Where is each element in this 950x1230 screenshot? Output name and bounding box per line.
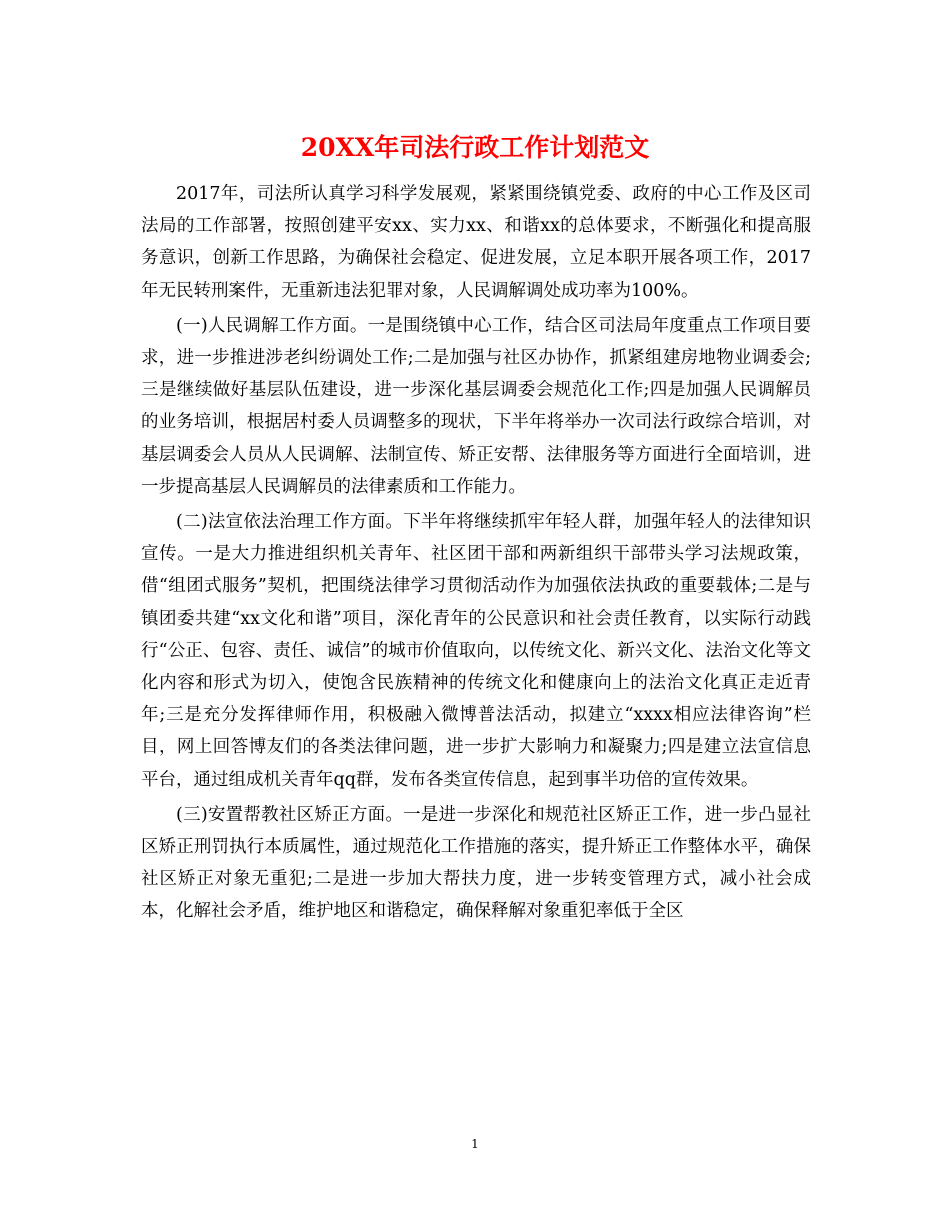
paragraph-mediation: (一)人民调解工作方面。一是围绕镇中心工作，结合区司法局年度重点工作项目要求，进一步推进涉老纠纷调处工作;二是加强与社区办协作，抓紧组建房地物业调委会;三是继续做好基层队伍建设，进一步深化基层调委会规范化工作;四是加强人民调解员的业务培训，根据居村委人员调整多的现状，下半年将举办一次司法行政综合培训，对基层调委会人员从人民调解、法制宣传、矫正安帮、法律服务等方面进行全面培训，进一步提高基层人民调解员的法律素质和工作能力。: [141, 315, 811, 497]
paragraph-intro: 2017年，司法所认真学习科学发展观，紧紧围绕镇党委、政府的中心工作及区司法局的工作部署，按照创建平安xx、实力xx、和谐xx的总体要求，不断强化和提高服务意识，创新工作思路，为确保社会稳定、促进发展，立足本职开展各项工作，2017年无民转刑案件，无重新违法犯罪对象，人民调解调处成功率为100%。: [141, 184, 811, 301]
paragraph-community-correction: (三)安置帮教社区矫正方面。一是进一步深化和规范社区矫正工作，进一步凸显社区矫正刑罚执行本质属性，通过规范化工作措施的落实，提升矫正工作整体水平，确保社区矫正对象无重犯;二是进一步加大帮扶力度，进一步转变管理方式，减小社会成本，化解社会矛盾，维护地区和谐稳定，确保释解对象重犯率低于全区: [141, 804, 811, 922]
page-number: 1: [471, 1137, 479, 1151]
document-body: [141, 178, 811, 931]
paragraph-legal-publicity: (二)法宣依法治理工作方面。下半年将继续抓牢年轻人群，加强年轻人的法律知识宣传。一是大力推进组织机关青年、社区团干部和两新组织干部带头学习法规政策，借“组团式服务”契机，把围绕法律学习贯彻活动作为加强依法执政的重要载体;二是与镇团委共建“xx文化和谐”项目，深化青年的公民意识和社会责任教育，以实际行动践行“公正、包容、责任、诚信”的城市价值取向，以传统文化、新兴文化、法治文化等文化内容和形式为切入，使饱含民族精神的传统文化和健康向上的法治文化真正走近青年;三是充分发挥律师作用，积极融入微博普法活动，拟建立“xxxx相应法律咨询”栏目，网上回答博友们的各类法律问题，进一步扩大影响力和凝聚力;四是建立法宣信息平台，通过组成机关青年qq群，发布各类宣传信息，起到事半功倍的宣传效果。: [141, 512, 811, 790]
document-title: 20XX年司法行政工作计划范文: [300, 133, 650, 162]
